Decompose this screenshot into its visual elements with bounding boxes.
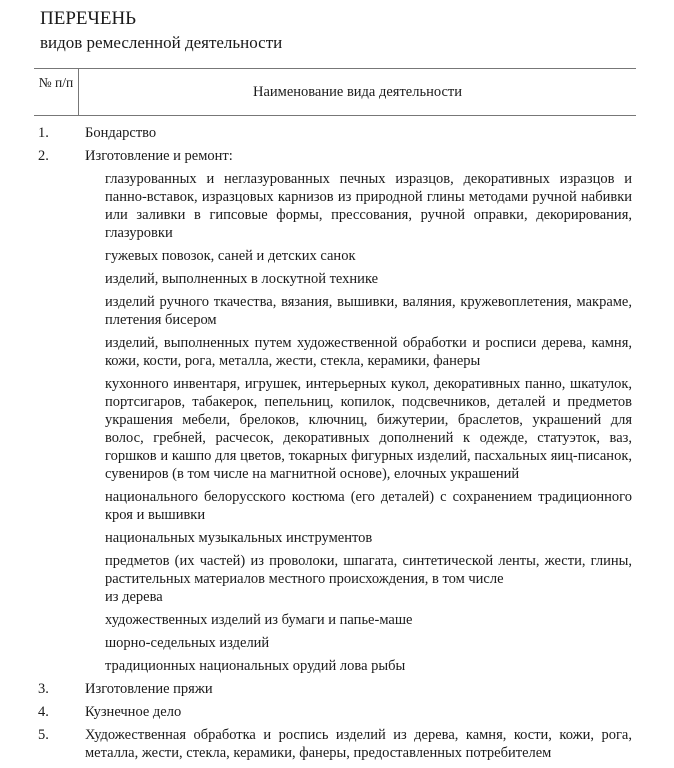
item-text: Изготовление пряжи	[85, 681, 213, 697]
item-text: Изготовление и ремонт:	[85, 148, 233, 164]
activity-list	[38, 124, 632, 767]
sub-item: традиционных национальных орудий лова рыбы	[105, 658, 406, 674]
header-name-column: Наименование вида деятельности	[252, 84, 462, 100]
sub-item: изделий, выполненных в лоскутной технике	[105, 271, 379, 287]
document-subtitle: видов ремесленной деятельности	[40, 33, 283, 52]
item-text: Бондарство	[85, 125, 157, 141]
list-item	[38, 147, 632, 165]
table-header	[34, 68, 636, 116]
item-number: 3.	[38, 681, 49, 697]
item-number: 2.	[38, 148, 49, 164]
list-item	[38, 680, 632, 698]
item-text: Художественная обработка и роспись изделий из дерева, камня, кости, кожи, рога, металла, жести, стекла, керамики, фанеры, предоставленных потребителем	[85, 727, 632, 761]
item-text: Кузнечное дело	[85, 704, 182, 720]
sub-item: гужевых повозок, саней и детских санок	[105, 248, 356, 264]
item-number: 4.	[38, 704, 49, 720]
sub-item: национальных музыкальных инструментов	[105, 530, 373, 546]
list-item	[38, 703, 632, 721]
sub-item: шорно-седельных изделий	[105, 635, 270, 651]
list-item	[38, 726, 632, 762]
sub-item: изделий, выполненных путем художественной обработки и росписи дерева, камня, кожи, кости, рога, металла, жести, стекла, керамики, фанеры	[105, 335, 632, 369]
list-item	[38, 124, 632, 142]
sub-item: предметов (их частей) из проволоки, шпагата, синтетической ленты, жести, глины, растительных материалов местного происхождения, в том числе	[105, 553, 632, 587]
document-title: ПЕРЕЧЕНЬ	[40, 8, 137, 29]
sub-item: изделий ручного ткачества, вязания, вышивки, валяния, кружевоплетения, макраме, плетения бисером	[105, 294, 632, 328]
sub-item: из дерева	[105, 589, 163, 605]
sub-item: национального белорусского костюма (его деталей) с сохранением традиционного кроя и вышивки	[105, 489, 632, 523]
header-number-column: № п/п	[34, 69, 79, 115]
sub-item: глазурованных и неглазурованных печных изразцов, декоративных изразцов и панно-вставок, изразцовых карнизов из природной глины методами ручной набивки или заливки в гипсовые формы, прессования, ручной оправки, декорирования, глазуровки	[105, 171, 632, 241]
sub-item: кухонного инвентаря, игрушек, интерьерных кукол, декоративных панно, шкатулок, портсигаров, табакерок, пепельниц, копилок, подсвечников, деталей и предметов украшения мебели, брелоков, ключниц, бижутерии, браслетов, украшений для волос, гребней, расчесок, декоративных дополнений к одежде, статуэток, ваз, горшков и кашпо для цветов, токарных фигурных изделий, пасхальных яиц-писанок, сувениров (в том числе на магнитной основе), елочных украшений	[105, 376, 632, 482]
sub-item: художественных изделий из бумаги и папье-маше	[105, 612, 413, 628]
item-number: 1.	[38, 125, 49, 141]
item-number: 5.	[38, 727, 49, 743]
